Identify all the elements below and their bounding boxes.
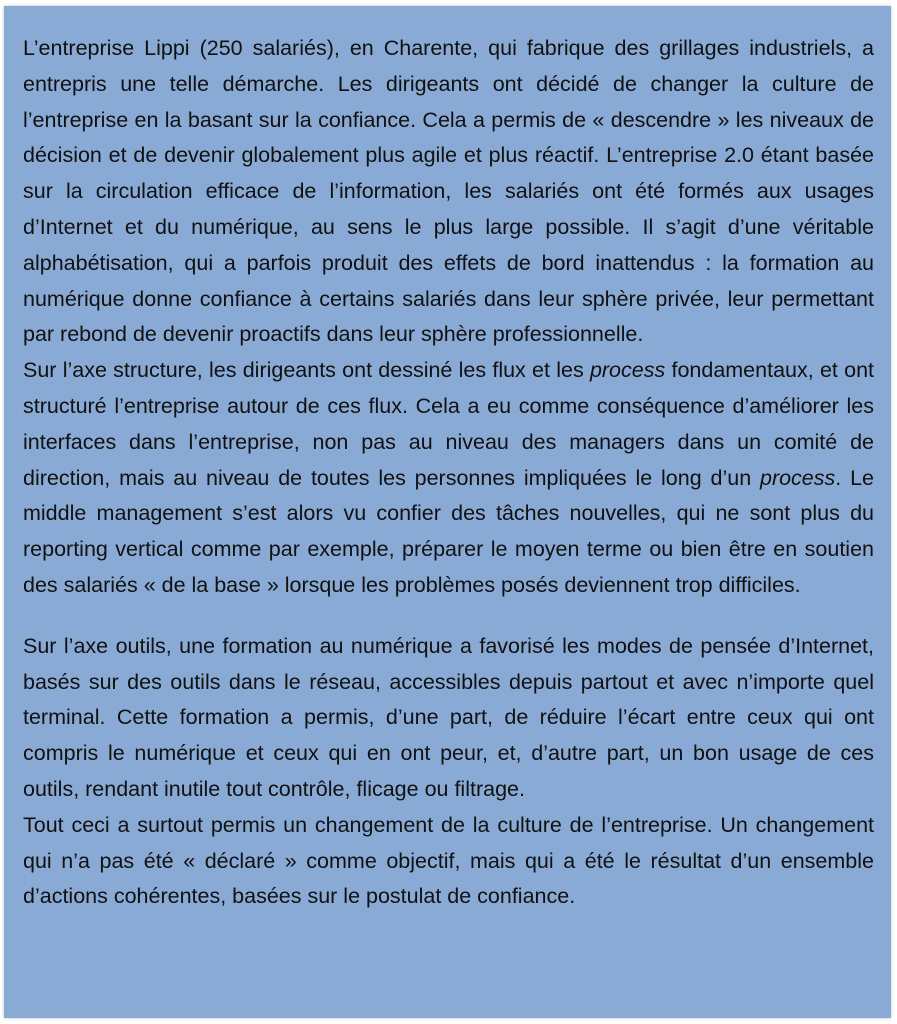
paragraph-conclusion	[23, 808, 874, 915]
paragraph-axe-outils	[23, 629, 874, 808]
paragraph-axe-structure	[23, 353, 874, 604]
text-segment: fondamentaux, et ont structuré l’entreprise autour de ces flux. Cela a eu comme conséquence d’améliorer les interfaces dans l’entreprise, non pas au niveau des managers dans un comité de direction, mais au niveau de toutes les personnes impliquées le long d’un	[23, 358, 874, 490]
text-segment: Sur l’axe structure, les dirigeants ont dessiné les flux et les	[23, 358, 590, 383]
text-segment: Tout ceci a surtout permis un changement de la culture de l’entreprise. Un changement qui n’a pas été « déclaré » comme objectif, mais qui a été le résultat d’un ensemble d’actions cohérentes, basées sur le postulat de confiance.	[23, 812, 874, 909]
italic-term: process	[759, 465, 836, 490]
text-box	[4, 6, 891, 1018]
paragraph-lippi-culture	[23, 31, 874, 353]
text-segment: Sur l’axe outils, une formation au numérique a favorisé les modes de pensée d’Internet, basés sur des outils dans le réseau, accessibles depuis partout et avec n’importe quel terminal. Cette formation a permis, d’une part, de réduire l’écart entre ceux qui ont compris le numérique et ceux qui en ont peur, et, d’autre part, un bon usage de ces outils, rendant inutile tout contrôle, flicage ou filtrage.	[23, 633, 874, 801]
text-segment: L’entreprise Lippi (250 salariés), en Charente, qui fabrique des grillages industriels, a entrepris une telle démarche. Les dirigeants ont décidé de changer la culture de l’entreprise en la basant sur la confiance. Cela a permis de « descendre » les niveaux de décision et de devenir globalement plus agile et plus réactif. L’entreprise 2.0 étant basée sur la circulation efficace de l’information, les salariés ont été formés aux usages d’Internet et du numérique, au sens le plus large possible. Il s’agit d’une véritable alphabétisation, qui a parfois produit des effets de bord inattendus : la formation au numérique donne confiance à certains salariés dans leur sphère privée, leur permettant par rebond de devenir proactifs dans leur sphère professionnelle.	[23, 36, 874, 347]
italic-term: process	[589, 358, 666, 383]
text-segment: . Le middle management s’est alors vu confier des tâches nouvelles, qui ne sont plus du reporting vertical comme par exemple, préparer le moyen terme ou bien être en soutien des salariés « de la base » lorsque les problèmes posés deviennent trop difficiles.	[23, 465, 874, 597]
